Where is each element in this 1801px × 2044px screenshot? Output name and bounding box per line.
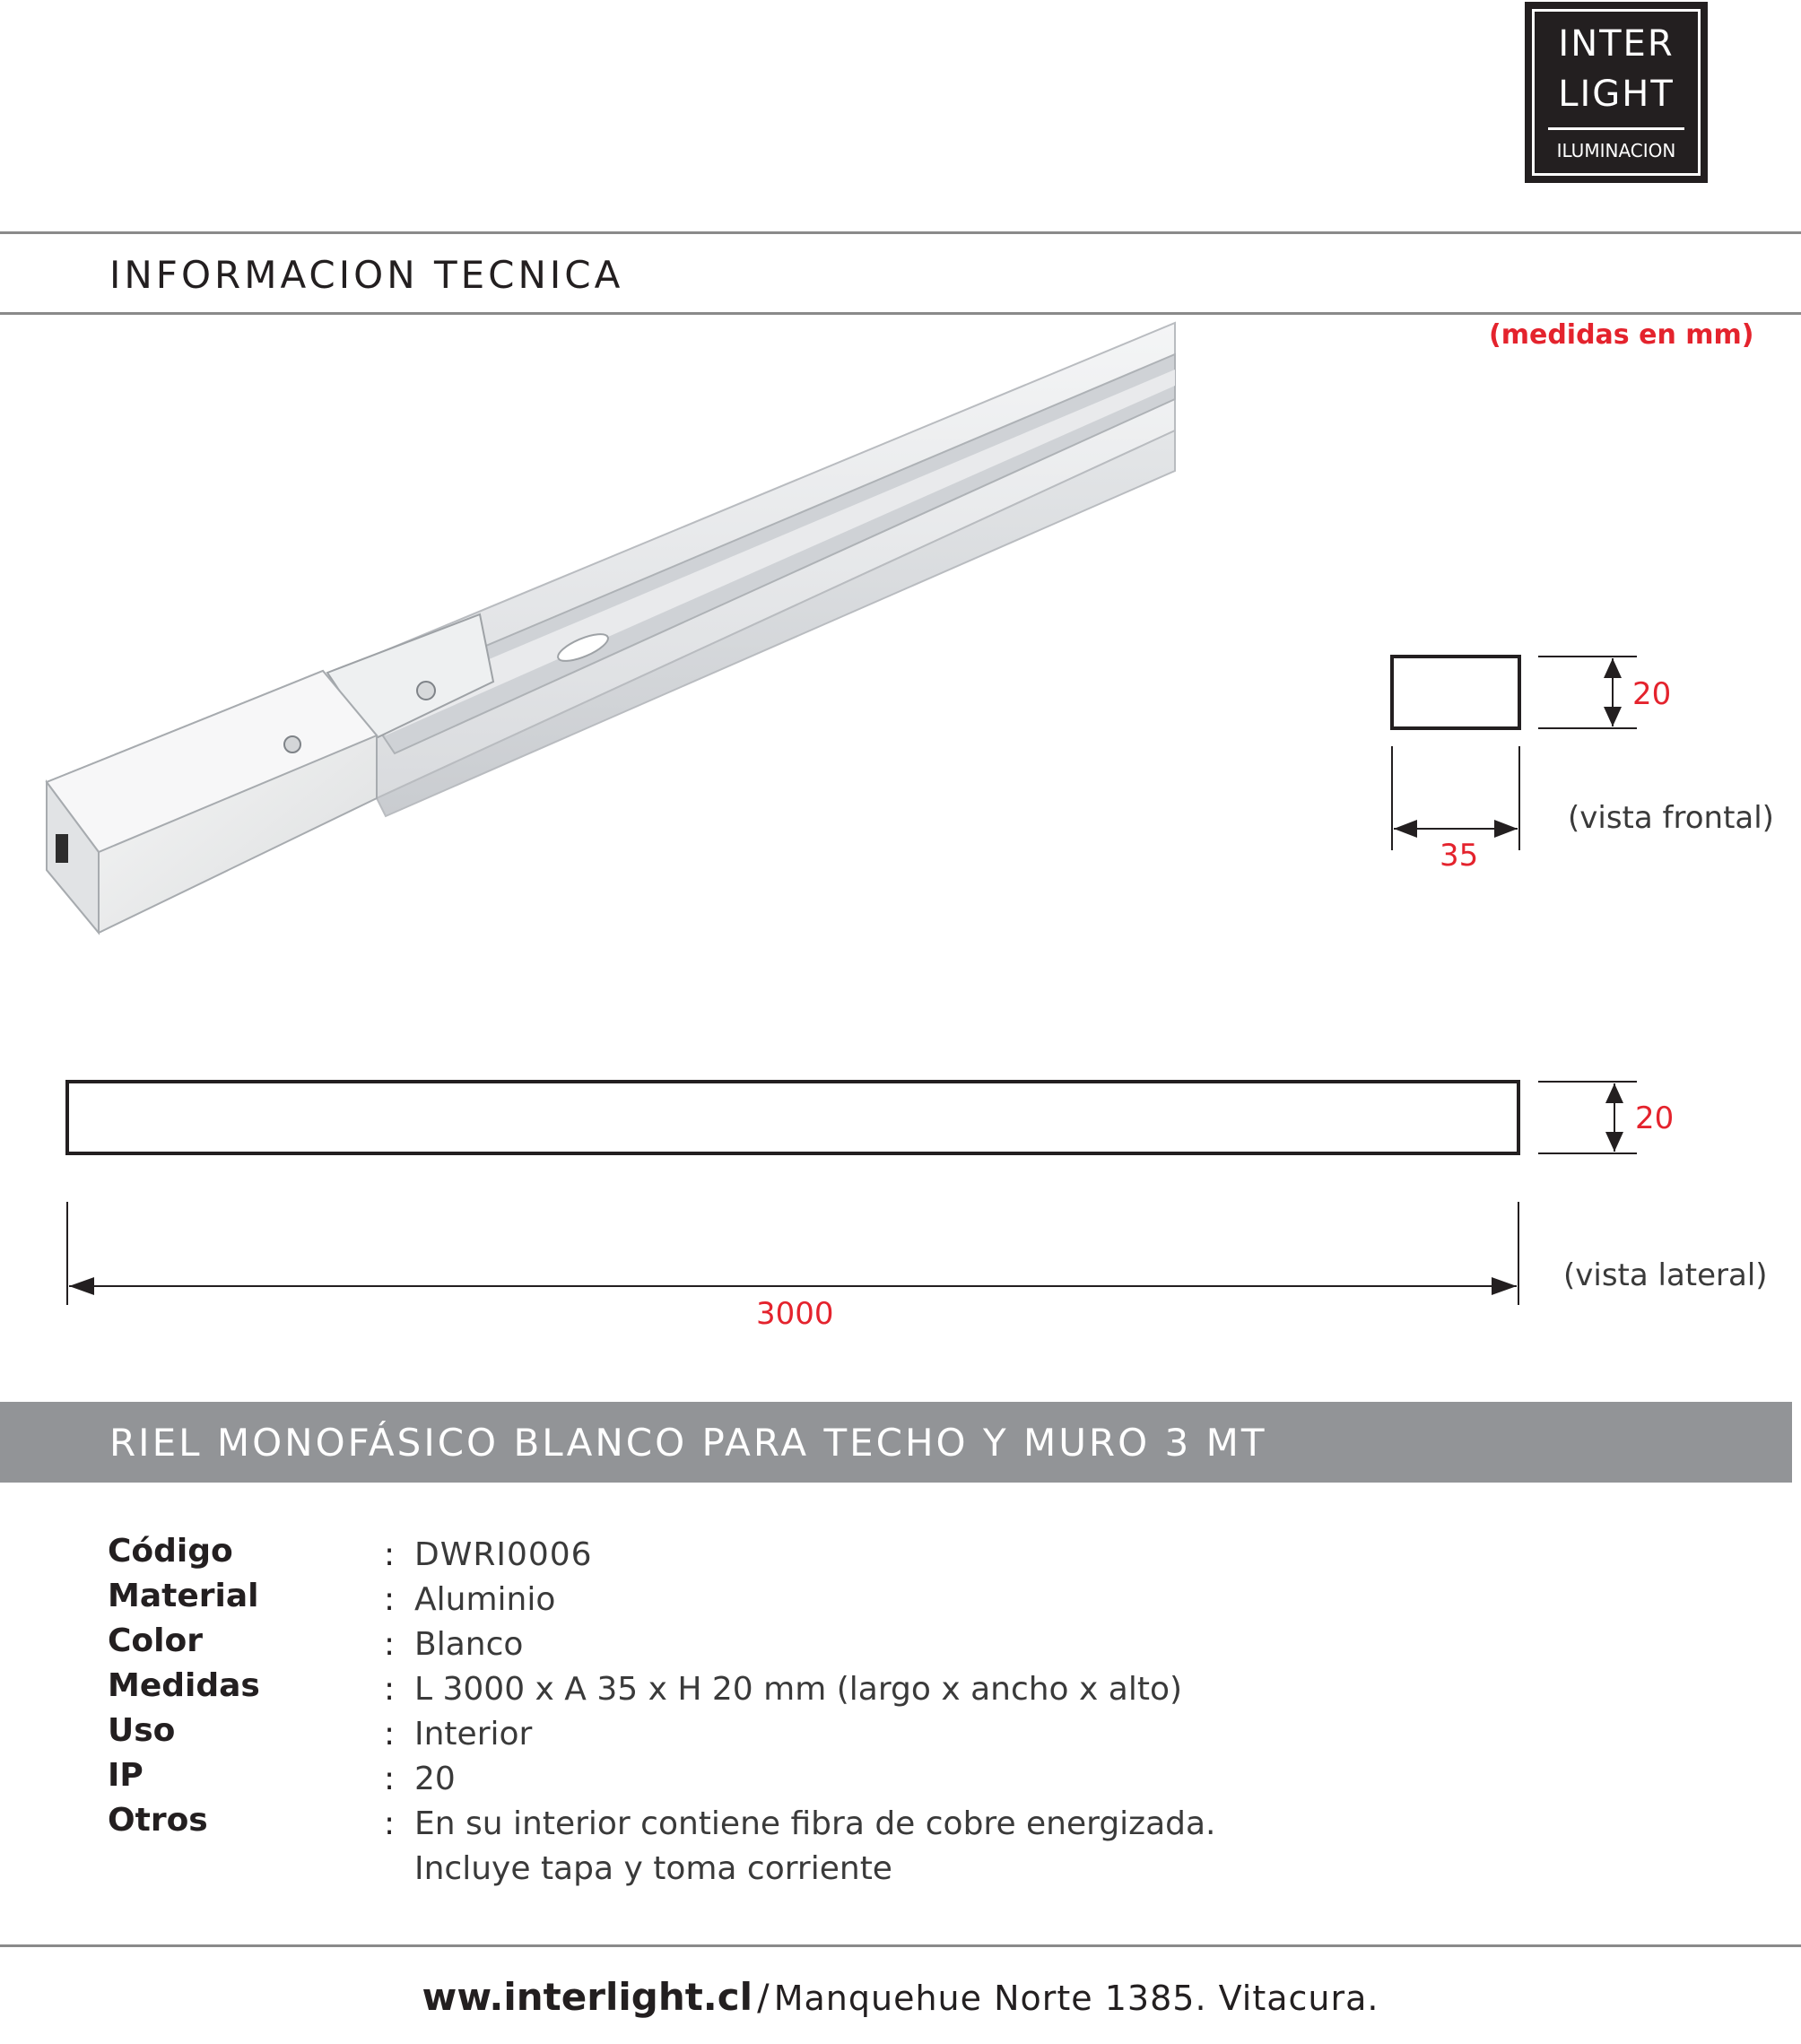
footer-separator: / xyxy=(757,1978,770,2019)
section-title: INFORMACION TECNICA xyxy=(109,253,624,297)
spec-colon: : xyxy=(384,1581,396,1618)
front-view-diagram xyxy=(1381,646,1776,879)
spec-label-codigo: Código xyxy=(108,1533,233,1570)
spec-label-color: Color xyxy=(108,1622,203,1659)
side-view-diagram xyxy=(54,1067,1686,1336)
logo-divider xyxy=(1548,127,1684,130)
spec-value-codigo: DWRI0006 xyxy=(414,1536,593,1573)
front-width-value: 35 xyxy=(1440,838,1479,874)
spec-value-medidas: L 3000 x A 35 x H 20 mm (largo x ancho x alto) xyxy=(414,1671,1183,1708)
side-view-outline xyxy=(67,1082,1518,1153)
spec-colon: : xyxy=(384,1536,396,1573)
spec-label-otros: Otros xyxy=(108,1802,208,1839)
product-illustration xyxy=(36,314,1184,942)
logo-line-2: LIGHT xyxy=(1558,74,1675,115)
logo-line-1: INTER xyxy=(1558,23,1675,65)
logo-subtitle: ILUMINACION xyxy=(1556,140,1676,161)
side-length-value: 3000 xyxy=(756,1296,834,1332)
spec-colon: : xyxy=(384,1626,396,1663)
product-title: RIEL MONOFÁSICO BLANCO PARA TECHO Y MURO 3 MT xyxy=(109,1421,1267,1465)
top-rule xyxy=(0,231,1801,234)
spec-label-material: Material xyxy=(108,1578,259,1614)
spec-colon: : xyxy=(384,1671,396,1708)
side-height-value: 20 xyxy=(1635,1100,1675,1136)
spec-value-otros-line-1: En su interior contiene fibra de cobre energizada. xyxy=(414,1805,1216,1842)
spec-value-uso: Interior xyxy=(414,1716,533,1753)
spec-value-material: Aluminio xyxy=(414,1581,556,1618)
footer-website-link[interactable]: ww.interlight.cl xyxy=(422,1975,753,2019)
spec-value-otros-line-2: Incluye tapa y toma corriente xyxy=(414,1850,892,1887)
front-view-label: (vista frontal) xyxy=(1568,800,1774,836)
spec-colon: : xyxy=(384,1761,396,1797)
spec-label-uso: Uso xyxy=(108,1712,176,1749)
spec-colon: : xyxy=(384,1716,396,1753)
footer-rule xyxy=(0,1944,1801,1947)
spec-value-color: Blanco xyxy=(414,1626,524,1663)
front-view-outline xyxy=(1392,657,1519,728)
spec-label-ip: IP xyxy=(108,1757,144,1794)
spec-value-ip: 20 xyxy=(414,1761,456,1797)
footer-address: Manquehue Norte 1385. Vitacura. xyxy=(773,1979,1379,2018)
spec-colon: : xyxy=(384,1805,396,1842)
side-view-label: (vista lateral) xyxy=(1563,1257,1768,1293)
front-height-value: 20 xyxy=(1632,676,1672,712)
units-note: (medidas en mm) xyxy=(1489,319,1754,351)
brand-logo xyxy=(1525,2,1708,183)
footer xyxy=(0,1975,1801,2028)
spec-label-medidas: Medidas xyxy=(108,1667,260,1704)
